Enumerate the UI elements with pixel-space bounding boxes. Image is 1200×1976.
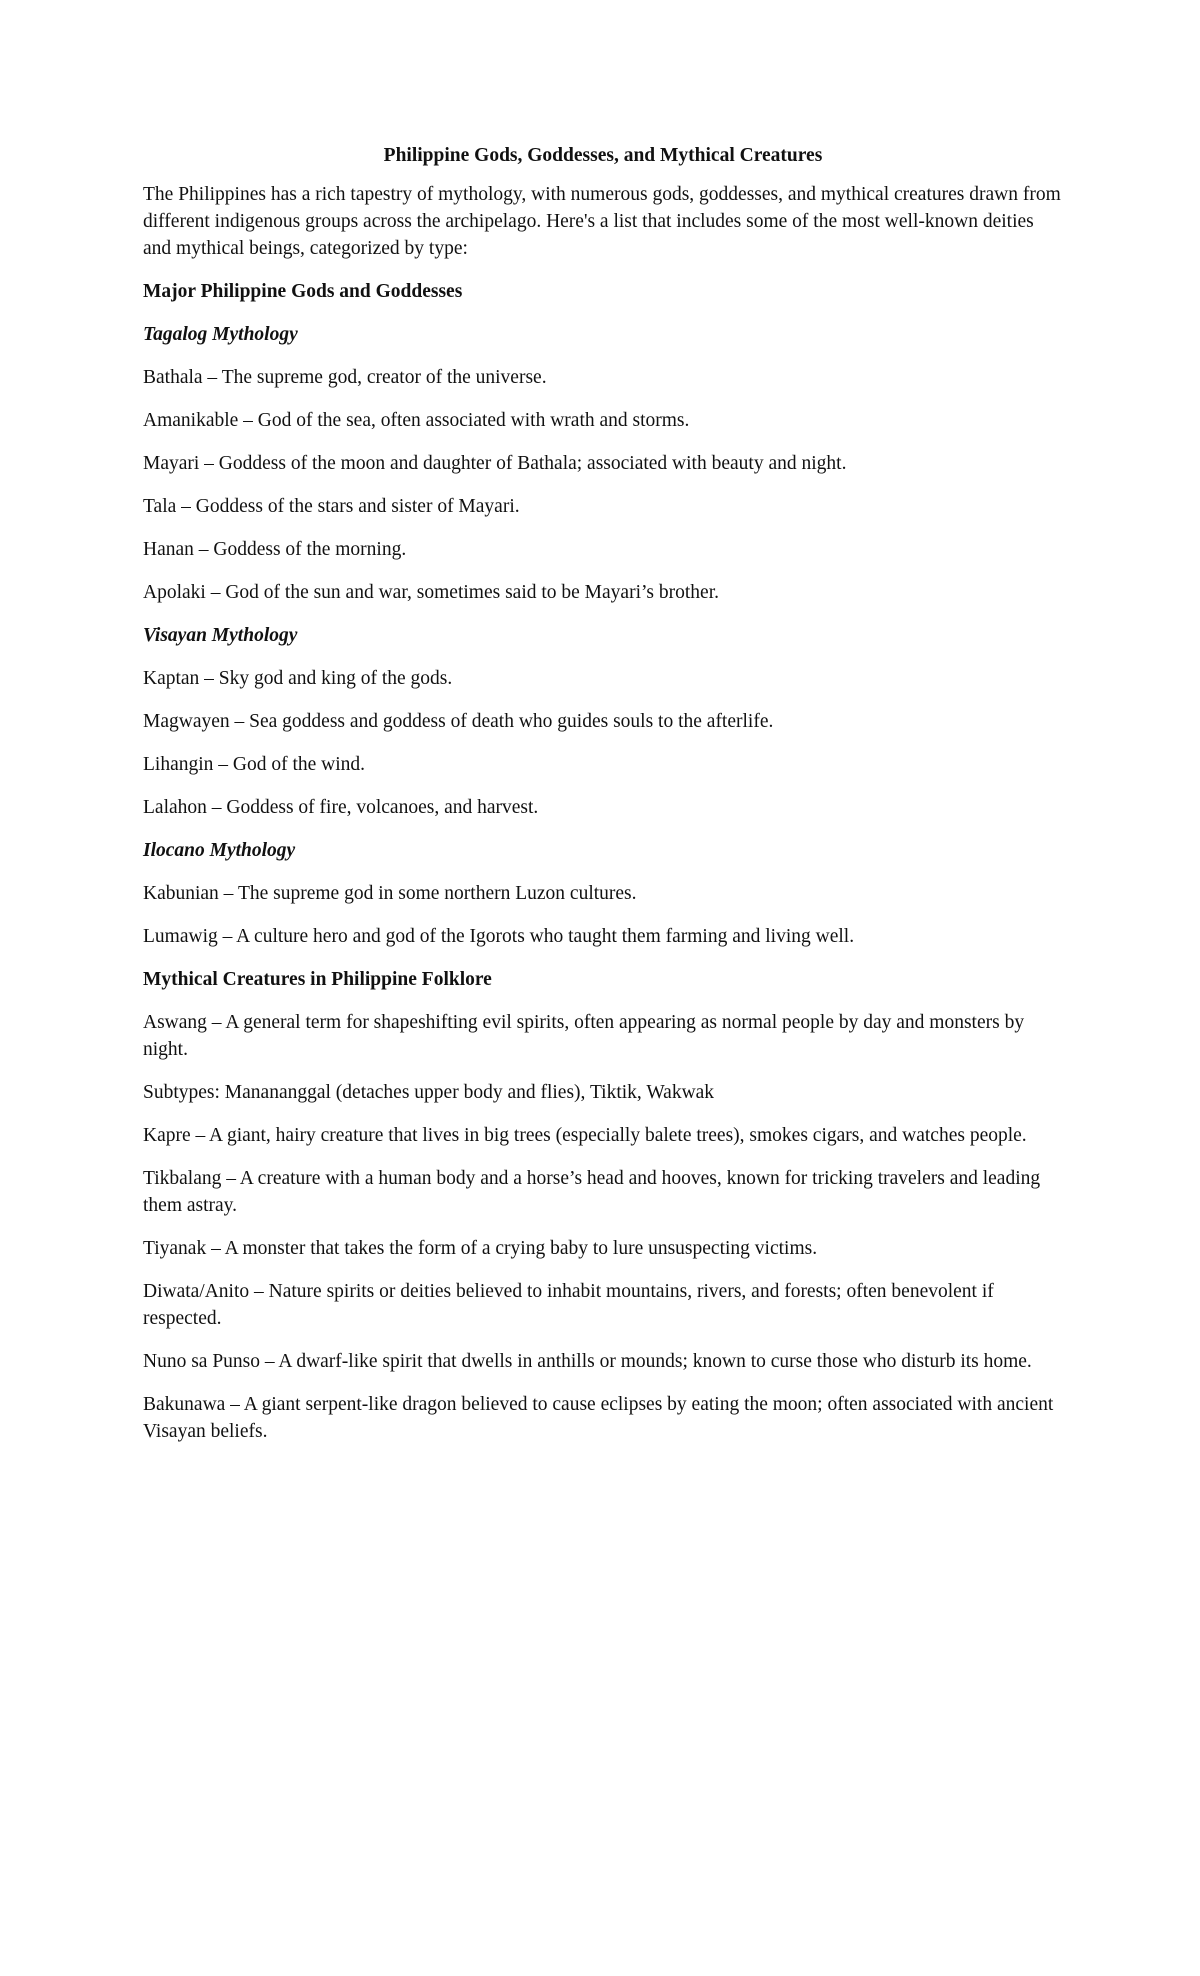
- entry-magwayen: Magwayen – Sea goddess and goddess of death who guides souls to the afterlife.: [143, 711, 774, 732]
- intro-paragraph: The Philippines has a rich tapestry of mythology, with numerous gods, goddesses, and mythical creatures drawn from different indigenous groups across the archipelago. Here's a list that includes some of the most well-known deities and mythical beings, categorized by type:: [143, 184, 1061, 259]
- entry-kaptan: Kaptan – Sky god and king of the gods.: [143, 668, 453, 689]
- creatures-section-heading: Mythical Creatures in Philippine Folklore: [143, 969, 492, 990]
- entry-aswang-subtypes: Subtypes: Manananggal (detaches upper body and flies), Tiktik, Wakwak: [143, 1082, 715, 1103]
- entry-tikbalang: Tikbalang – A creature with a human body and a horse’s head and hooves, known for tricking travelers and leading them astray.: [143, 1168, 1041, 1216]
- document-page: [143, 143, 1063, 1461]
- document-title: Philippine Gods, Goddesses, and Mythical Creatures: [383, 145, 823, 166]
- entry-tiyanak: Tiyanak – A monster that takes the form of a crying baby to lure unsuspecting victims.: [143, 1238, 818, 1259]
- entry-bathala: Bathala – The supreme god, creator of the universe.: [143, 367, 547, 388]
- gods-section-heading: Major Philippine Gods and Goddesses: [143, 281, 463, 302]
- entry-lumawig: Lumawig – A culture hero and god of the Igorots who taught them farming and living well.: [143, 926, 855, 947]
- entry-nuno-sa-punso: Nuno sa Punso – A dwarf-like spirit that dwells in anthills or mounds; known to curse those who disturb its home.: [143, 1351, 1032, 1372]
- entry-aswang: Aswang – A general term for shapeshifting evil spirits, often appearing as normal people by day and monsters by night.: [143, 1012, 1025, 1060]
- entry-mayari: Mayari – Goddess of the moon and daughter of Bathala; associated with beauty and night.: [143, 453, 847, 474]
- entry-diwata-anito: Diwata/Anito – Nature spirits or deities believed to inhabit mountains, rivers, and forests; often benevolent if respected.: [143, 1281, 994, 1329]
- entry-bakunawa: Bakunawa – A giant serpent-like dragon believed to cause eclipses by eating the moon; often associated with ancient Visayan beliefs.: [143, 1394, 1054, 1442]
- entry-amanikable: Amanikable – God of the sea, often associated with wrath and storms.: [143, 410, 690, 431]
- entry-apolaki: Apolaki – God of the sun and war, sometimes said to be Mayari’s brother.: [143, 582, 719, 603]
- entry-lalahon: Lalahon – Goddess of fire, volcanoes, and harvest.: [143, 797, 539, 818]
- entry-kapre: Kapre – A giant, hairy creature that lives in big trees (especially balete trees), smokes cigars, and watches people.: [143, 1125, 1027, 1146]
- entry-kabunian: Kabunian – The supreme god in some northern Luzon cultures.: [143, 883, 637, 904]
- ilocano-heading: Ilocano Mythology: [143, 840, 296, 861]
- visayan-heading: Visayan Mythology: [143, 625, 298, 646]
- tagalog-heading: Tagalog Mythology: [143, 324, 298, 345]
- entry-tala: Tala – Goddess of the stars and sister of Mayari.: [143, 496, 520, 517]
- entry-hanan: Hanan – Goddess of the morning.: [143, 539, 407, 560]
- entry-lihangin: Lihangin – God of the wind.: [143, 754, 366, 775]
